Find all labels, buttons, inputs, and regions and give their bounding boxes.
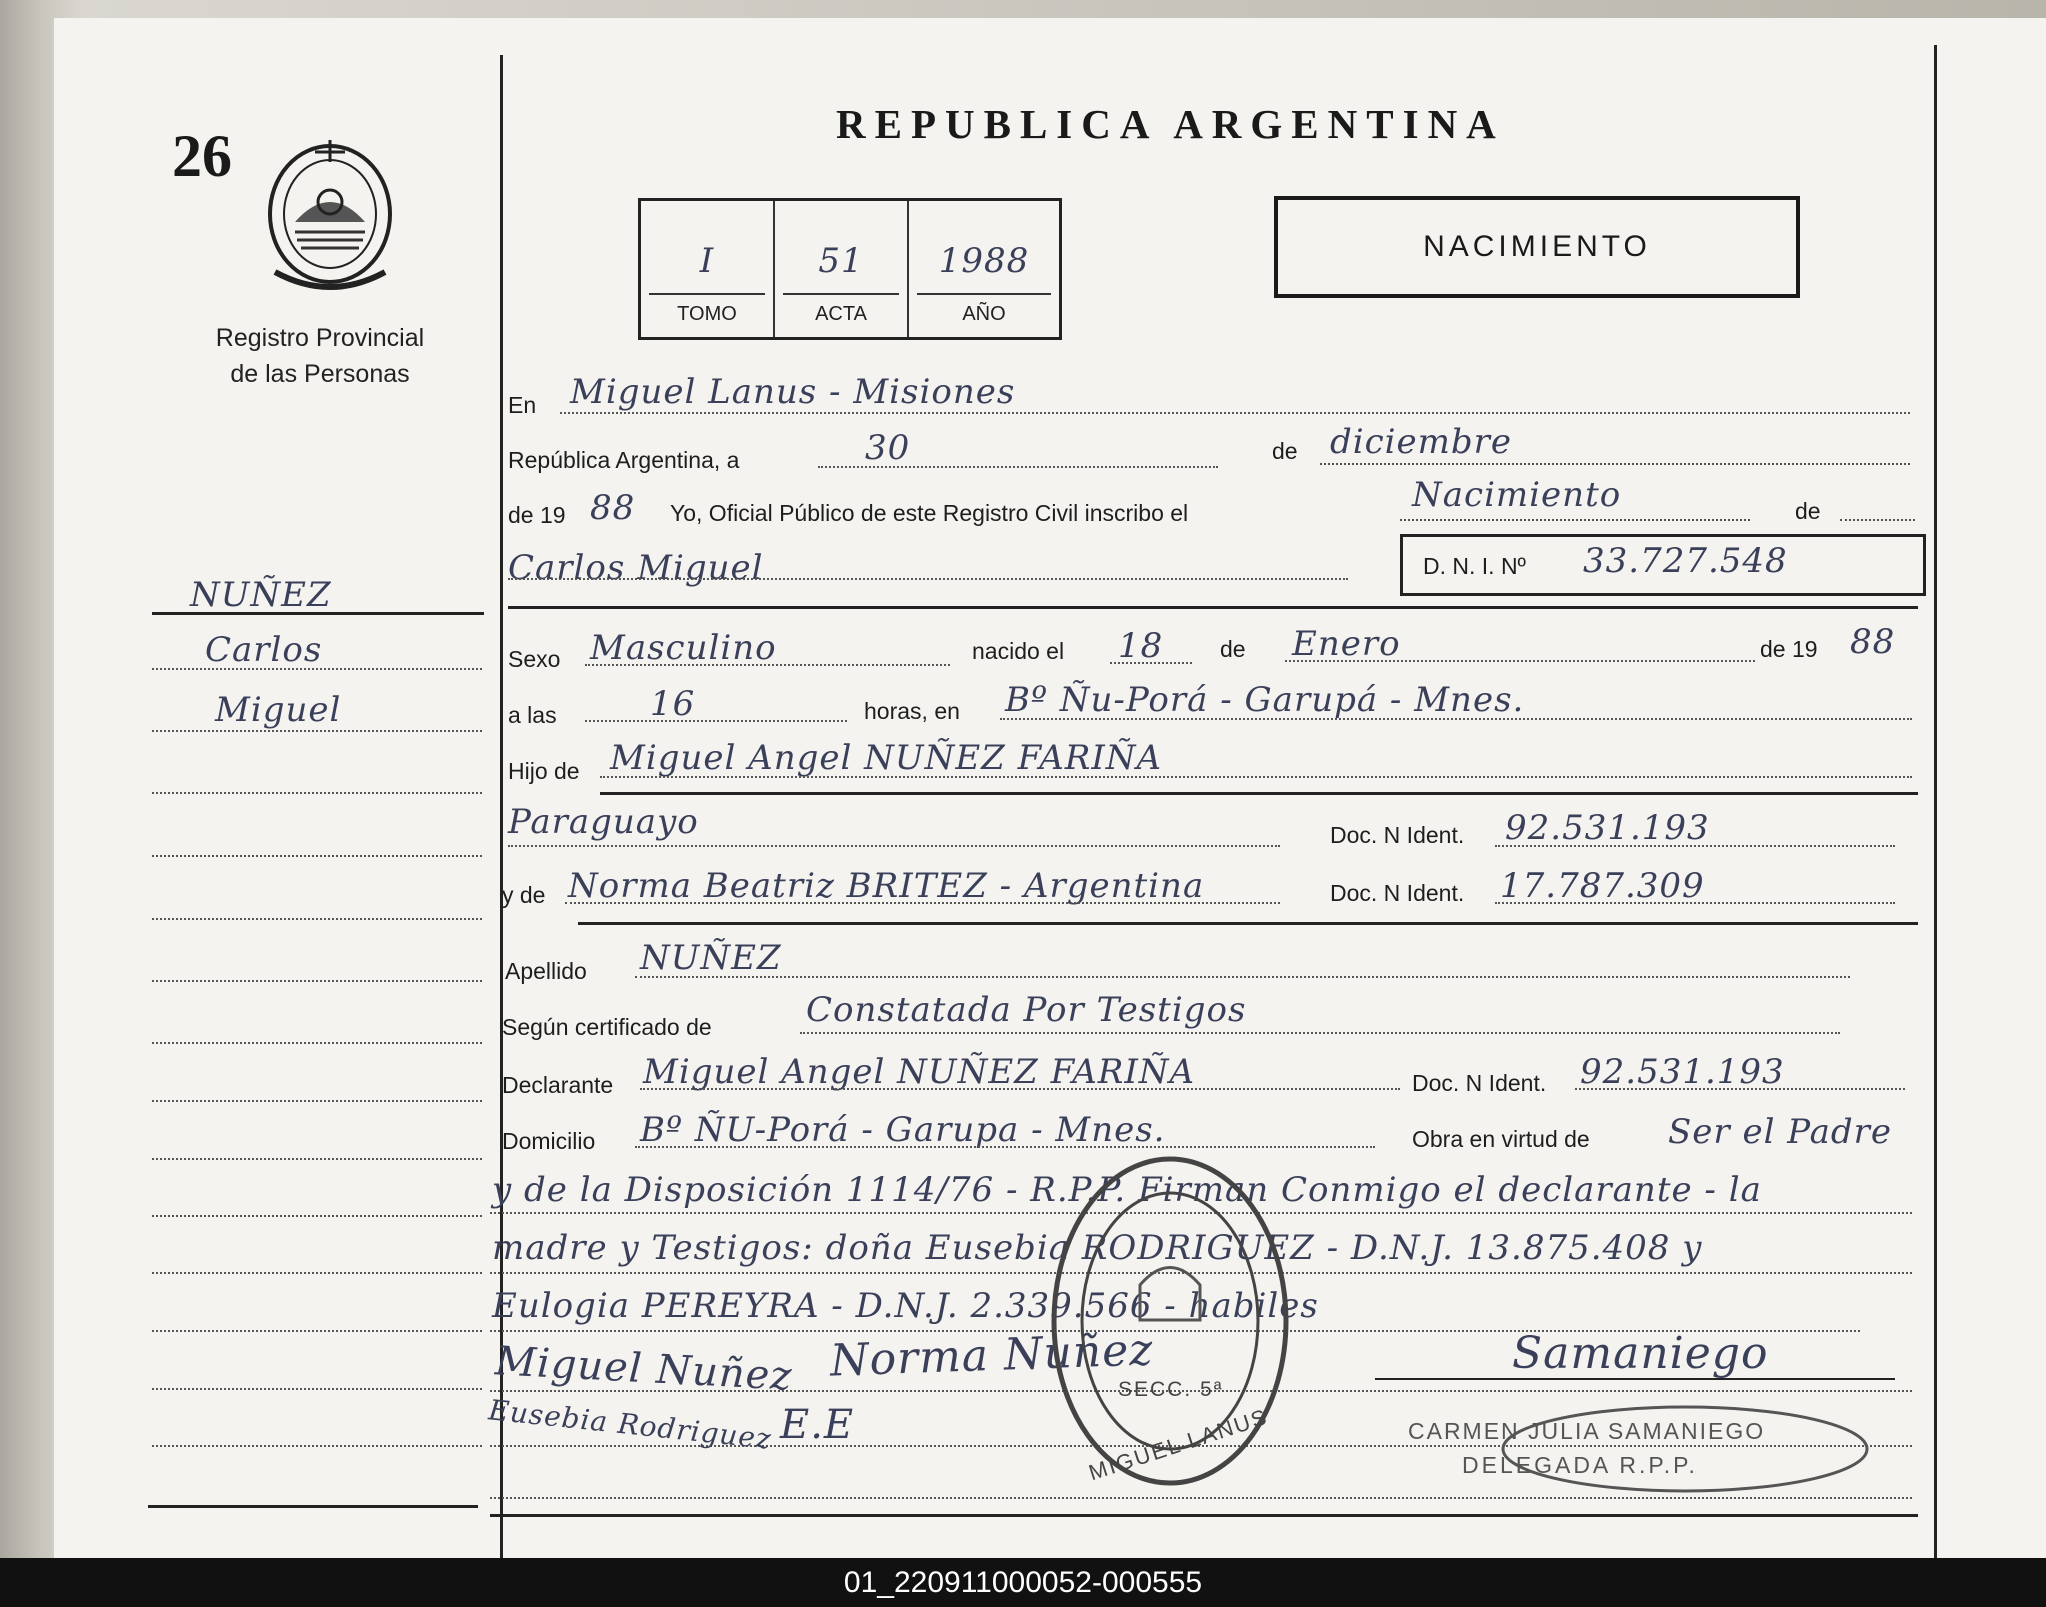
- birth-hour-line: [585, 720, 847, 722]
- margin-line: [152, 855, 482, 857]
- month-line: [1320, 463, 1910, 465]
- margin-line: [152, 980, 482, 982]
- hijo-label: Hijo de: [508, 758, 580, 784]
- mother-name-value: Norma Beatriz BRITEZ - Argentina: [568, 866, 1205, 906]
- mother-doc-label: Doc. N Ident.: [1330, 880, 1465, 906]
- tomo-cell: [641, 201, 773, 337]
- signature-official: Samaniego: [1512, 1328, 1769, 1379]
- declarante-line: [640, 1088, 1400, 1090]
- margin-line: [152, 1388, 482, 1390]
- day-value: 30: [865, 428, 911, 468]
- margin-divider: [500, 55, 503, 1558]
- tomo-value: I: [699, 241, 715, 281]
- inscription-text: Yo, Oficial Público de este Registro Civil inscribo el: [670, 500, 1189, 526]
- apellido-value: NUÑEZ: [640, 938, 782, 978]
- free-line: [490, 1497, 1912, 1499]
- sexo-label: Sexo: [508, 646, 561, 672]
- segun-label: Según certificado de: [502, 1014, 712, 1040]
- acta-cell: [775, 201, 907, 337]
- anio-value: 1988: [938, 241, 1030, 281]
- registry-name-line1: Registro Provincial: [215, 324, 425, 352]
- place-value: Miguel Lanus - Misiones: [570, 372, 1016, 412]
- sexo-line: [585, 664, 950, 666]
- de4-label: de 19: [1760, 636, 1818, 662]
- republica-label: República Argentina, a: [508, 447, 740, 473]
- margin-first-name: Carlos: [205, 630, 323, 670]
- margin-line: [152, 1272, 482, 1274]
- de2-label: de: [1795, 498, 1821, 524]
- margin-surname: NUÑEZ: [190, 575, 332, 615]
- domicilio-line: [635, 1146, 1375, 1148]
- margin-line: [152, 1330, 482, 1332]
- section-rule: [578, 922, 1918, 925]
- signature-initials: E.E: [780, 1402, 855, 1448]
- segun-line: [800, 1032, 1840, 1034]
- free-text-line3: Eulogia PEREYRA - D.N.J. 2.339.566 - habiles: [492, 1286, 1319, 1326]
- official-title: DELEGADA R.P.P.: [1462, 1452, 1698, 1478]
- image-caption: 01_220911000052-000555: [0, 1558, 2046, 1607]
- section-rule: [600, 792, 1918, 795]
- margin-line: [152, 1042, 482, 1044]
- anio-label: AÑO: [962, 303, 1006, 325]
- margin-line: [152, 1100, 482, 1102]
- mother-name-line: [565, 902, 1280, 904]
- year-value: 88: [590, 488, 636, 528]
- margin-rule: [148, 1505, 478, 1508]
- place-line: [560, 412, 1910, 414]
- father-name-value: Miguel Angel NUÑEZ FARIÑA: [610, 738, 1163, 778]
- anio-underline: [917, 293, 1051, 295]
- declarante-value: Miguel Angel NUÑEZ FARIÑA: [643, 1052, 1196, 1092]
- child-name-line: [508, 578, 1348, 580]
- segun-value: Constatada Por Testigos: [806, 990, 1247, 1030]
- margin-line: [152, 918, 482, 920]
- mother-doc-value: 17.787.309: [1500, 866, 1705, 906]
- apellido-line: [635, 976, 1850, 978]
- act-type-value: Nacimiento: [1412, 475, 1622, 515]
- birth-place-value: Bº Ñu-Porá - Garupá - Mnes.: [1005, 680, 1525, 720]
- page-number: 26: [172, 123, 232, 189]
- domicilio-value: Bº ÑU-Porá - Garupa - Mnes.: [640, 1110, 1166, 1150]
- birth-day-line: [1110, 662, 1192, 664]
- margin-line: [152, 730, 482, 732]
- registry-name-line2: de las Personas: [230, 360, 410, 388]
- bottom-rule: [490, 1514, 1918, 1517]
- birth-day-value: 18: [1118, 626, 1164, 666]
- page-title: REPUBLICA ARGENTINA: [836, 101, 1505, 147]
- free-text-line1: y de la Disposición 1114/76 - R.P.P. Firman Conmigo el declarante - la: [492, 1170, 1762, 1210]
- en-label: En: [508, 392, 537, 418]
- birth-year-value: 88: [1850, 622, 1896, 662]
- reference-box: [638, 198, 1062, 340]
- provincial-seal-icon: [255, 132, 405, 297]
- father-nationality-line: [508, 845, 1280, 847]
- dni-label: D. N. I. Nº: [1423, 553, 1526, 579]
- act-type-line: [1400, 519, 1750, 521]
- birth-month-value: Enero: [1292, 624, 1401, 664]
- stamp-place: MIGUEL LANUS: [1085, 1403, 1272, 1486]
- line-end: [1840, 519, 1915, 521]
- acta-underline: [783, 293, 899, 295]
- section-rule: [508, 606, 1918, 609]
- margin-line: [152, 668, 482, 670]
- acta-value: 51: [818, 241, 864, 281]
- nacido-label: nacido el: [972, 638, 1065, 664]
- declarante-doc-value: 92.531.193: [1580, 1052, 1785, 1092]
- record-type-box: NACIMIENTO: [1274, 196, 1800, 298]
- father-doc-value: 92.531.193: [1505, 808, 1710, 848]
- birth-place-line: [1000, 718, 1912, 720]
- obra-label: Obra en virtud de: [1412, 1126, 1590, 1152]
- horas-label: horas, en: [864, 698, 960, 724]
- father-doc-line: [1495, 845, 1895, 847]
- yde-label: y de: [502, 882, 546, 908]
- alas-label: a las: [508, 702, 557, 728]
- dni-box: [1400, 534, 1926, 596]
- signature-father: Miguel Nuñez: [494, 1338, 794, 1400]
- month-value: diciembre: [1330, 422, 1513, 462]
- declarante-doc-line: [1575, 1088, 1905, 1090]
- mother-doc-line: [1495, 902, 1895, 904]
- declarante-label: Declarante: [502, 1072, 614, 1098]
- margin-middle-name: Miguel: [215, 690, 342, 730]
- signature-mother: Norma Nuñez: [829, 1324, 1155, 1387]
- acta-label: ACTA: [815, 303, 867, 325]
- margin-line: [152, 1158, 482, 1160]
- dni-value: 33.727.548: [1583, 541, 1788, 581]
- free-text-line2: madre y Testigos: doña Eusebia RODRIGUEZ - D.N.J. 13.875.408 y: [492, 1228, 1703, 1268]
- child-name-value: Carlos Miguel: [508, 548, 764, 588]
- stamp-section: SECC. 5ª: [1118, 1378, 1224, 1401]
- father-name-line: [600, 776, 1912, 778]
- de-label: de: [1272, 438, 1298, 464]
- signature-line: [1375, 1378, 1895, 1380]
- birth-month-line: [1285, 660, 1755, 662]
- domicilio-label: Domicilio: [502, 1128, 596, 1154]
- birth-hour-value: 16: [650, 684, 696, 724]
- obra-value: Ser el Padre: [1668, 1112, 1893, 1152]
- right-border: [1934, 45, 1937, 1558]
- tomo-underline: [649, 293, 765, 295]
- anio-cell: [909, 201, 1059, 337]
- day-line: [818, 466, 1218, 468]
- sexo-value: Masculino: [590, 628, 777, 668]
- father-nationality-value: Paraguayo: [508, 802, 699, 842]
- registry-name: [150, 320, 490, 392]
- margin-line: [152, 1445, 482, 1447]
- margin-line: [152, 1215, 482, 1217]
- apellido-label: Apellido: [505, 958, 587, 984]
- de3-label: de: [1220, 636, 1246, 662]
- declarante-doc-label: Doc. N Ident.: [1412, 1070, 1547, 1096]
- signature-witness: Eusebia Rodriguez: [487, 1393, 774, 1456]
- tomo-label: TOMO: [677, 303, 737, 325]
- official-name: CARMEN JULIA SAMANIEGO: [1408, 1418, 1766, 1444]
- year-prefix: de 19: [508, 502, 566, 528]
- father-doc-label: Doc. N Ident.: [1330, 822, 1465, 848]
- margin-line: [152, 792, 482, 794]
- margin-rule: [152, 612, 484, 615]
